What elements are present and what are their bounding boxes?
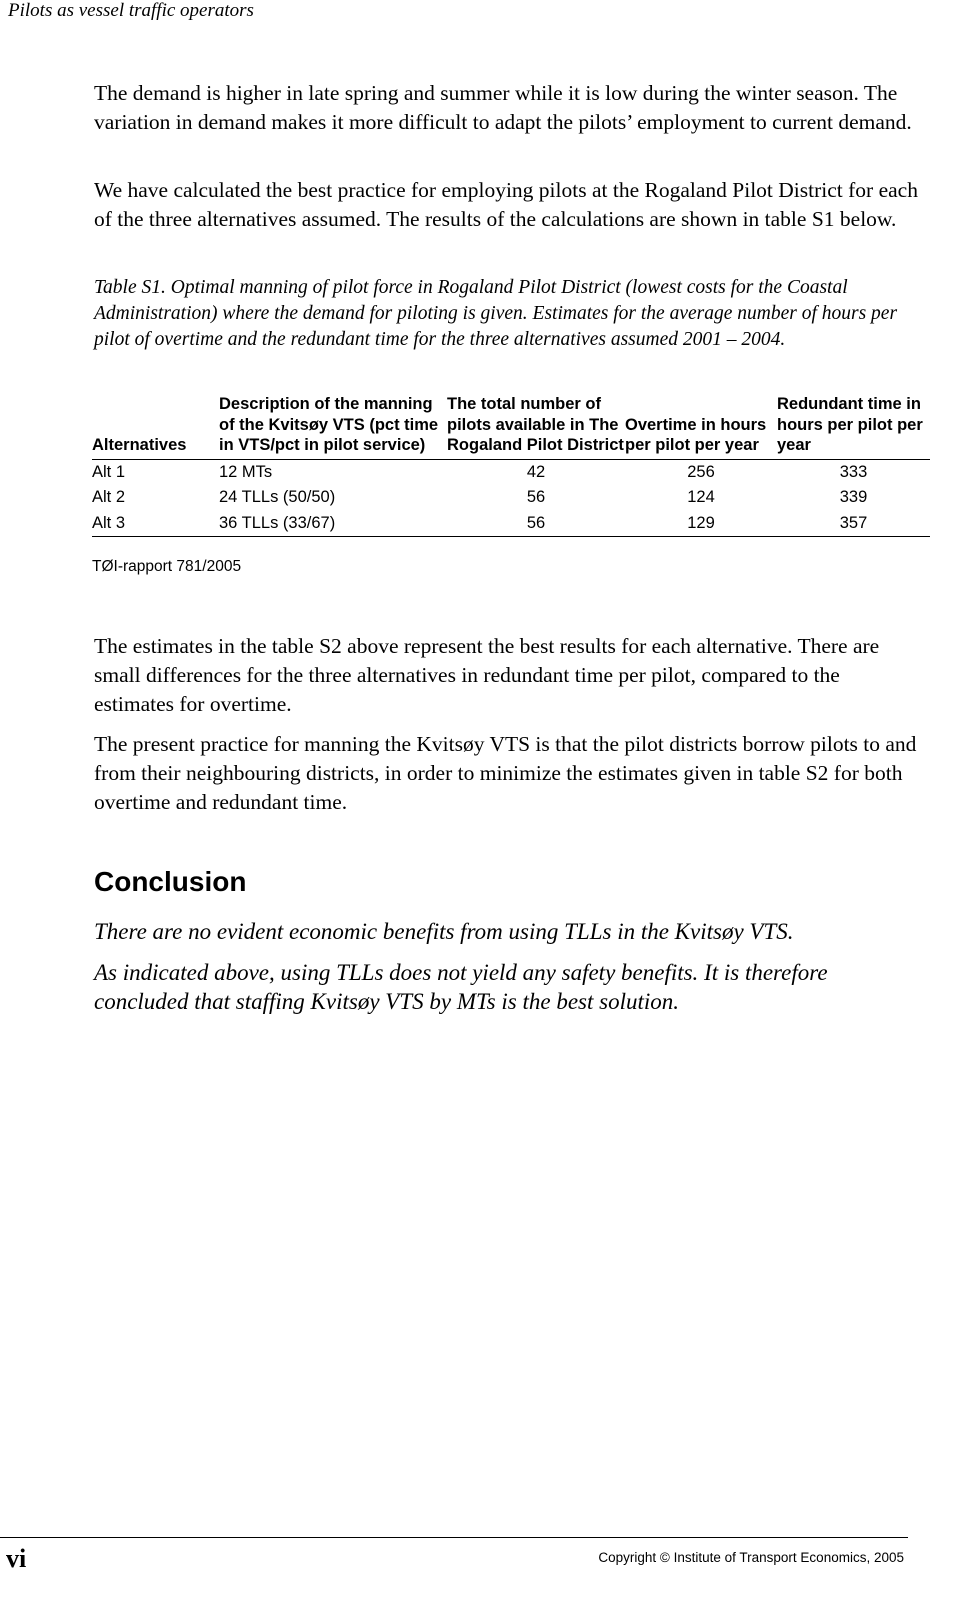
table-header-row [92, 392, 930, 459]
table-row [92, 459, 930, 485]
cell-overtime: 124 [687, 488, 715, 507]
cell-redundant-time: 333 [839, 462, 868, 481]
conclusion-paragraph-economic: There are no evident economic benefits from using TLLs in the Kvitsøy VTS. [94, 919, 794, 944]
section-heading-conclusion: Conclusion [94, 866, 247, 897]
body-paragraph-calculations: We have calculated the best practice for employing pilots at the Rogaland Pilot District for each of the three alternatives assumed. The results of the calculations are shown in table S1 below. [94, 178, 918, 231]
cell-alternative: Alt 1 [92, 462, 126, 481]
cell-alternative: Alt 3 [92, 511, 219, 537]
cell-total-pilots: 56 [447, 511, 625, 537]
footer-divider [0, 1537, 908, 1538]
column-header-description: Description of the manning of the Kvitsøy VTS (pct time in VTS/pct in pilot service) [219, 392, 447, 459]
body-paragraph-estimates: The estimates in the table S2 above represent the best results for each alternative. There are small differences for the three alternatives in redundant time per pilot, compared to the estimates for overtime. [94, 634, 880, 716]
cell-description: 24 TLLs (50/50) [219, 488, 336, 507]
column-header-overtime: Overtime in hours per pilot per year [625, 392, 777, 459]
cell-redundant-time: 339 [839, 488, 868, 507]
cell-overtime: 129 [625, 511, 777, 537]
copyright-notice: Copyright © Institute of Transport Economics, 2005 [598, 1550, 904, 1565]
cell-redundant-time: 357 [777, 511, 930, 537]
body-paragraph-demand: The demand is higher in late spring and summer while it is low during the winter season. The variation in demand makes it more difficult to adapt the pilots’ employment to current demand. [94, 81, 912, 134]
results-table [92, 392, 930, 537]
table-caption: Table S1. Optimal manning of pilot force in Rogaland Pilot District (lowest costs for the Coastal Administration) where the demand for piloting is given. Estimates for the average number of hours per pilot of overtime and the redundant time for the three alternatives assumed 2001 – 2004. [94, 277, 898, 350]
cell-alternative: Alt 2 [92, 488, 126, 507]
cell-overtime: 256 [687, 462, 715, 481]
column-header-redundant-time: Redundant time in hours per pilot per year [777, 392, 930, 459]
page-number: vi [6, 1544, 27, 1573]
body-paragraph-present-practice: The present practice for manning the Kvitsøy VTS is that the pilot districts borrow pilots to and from their neighbouring districts, in order to minimize the estimates given in table S2 for both overtime and redundant time. [94, 732, 917, 814]
table-row [92, 511, 930, 537]
cell-description: 36 TLLs (33/67) [219, 511, 447, 537]
conclusion-paragraph-safety: As indicated above, using TLLs does not yield any safety benefits. It is therefore concluded that staffing Kvitsøy VTS by MTs is the best solution. [94, 960, 828, 1014]
cell-total-pilots: 56 [526, 488, 546, 507]
cell-total-pilots: 42 [526, 462, 546, 481]
running-header: Pilots as vessel traffic operators [8, 0, 254, 21]
column-header-alternatives: Alternatives [92, 392, 219, 459]
table-source-note: TØI-rapport 781/2005 [92, 558, 242, 575]
cell-description: 12 MTs [219, 462, 273, 481]
column-header-total-pilots: The total number of pilots available in The Rogaland Pilot District [447, 392, 625, 459]
table-row [92, 485, 930, 511]
